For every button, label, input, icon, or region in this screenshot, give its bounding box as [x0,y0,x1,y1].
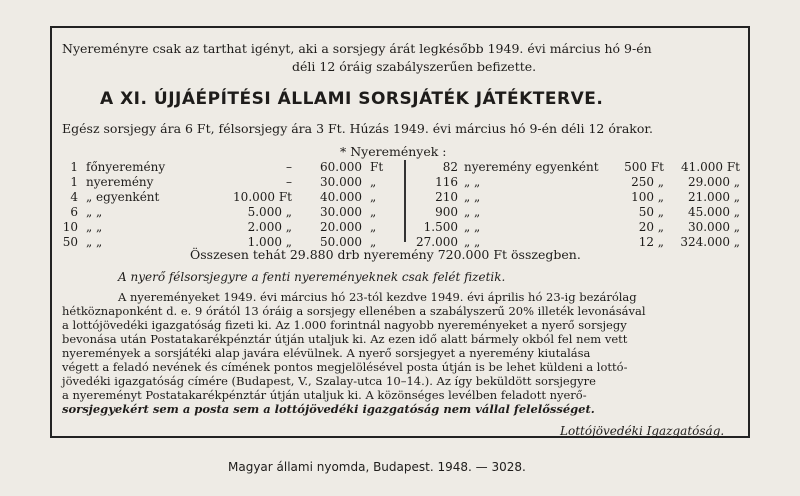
left-prize-unit: „ [370,235,377,249]
right-prize-count: 900 [435,205,458,219]
right-prize-count: 27.000 [416,235,458,249]
left-prize-each: 2.000 „ [247,220,292,234]
left-prize-amount: 60.000 [320,160,362,174]
left-prize-count: 4 [70,190,78,204]
left-prize-each: – [286,175,292,189]
total-line: Összesen tehát 29.880 drb nyeremény 720.000 Ft összegben. [190,247,581,262]
right-prize-amount: 324.000 „ [680,235,740,249]
left-prize-label: főnyeremény [86,160,166,174]
left-prize-unit: „ [370,220,377,234]
right-prize-label: „ „ [464,220,481,234]
terms-line-1: A nyereményeket 1949. évi március hó 23-tól kezdve 1949. évi április hó 23-ig bezárólag [118,290,637,304]
right-prize-count: 82 [442,160,458,174]
left-prize-count: 6 [70,205,78,219]
right-prize-count: 1.500 [423,220,458,234]
signature: Lottójövedéki Igazgatóság. [560,424,725,438]
left-prize-amount: 30.000 [320,175,362,189]
left-prize-unit: „ [370,190,377,204]
terms-line-2: hétköznaponként d. e. 9 órától 13 óráig a sorsjegy ellenében a szabályszerű 20% illeték levonásával [62,304,646,318]
left-prize-label: „ „ [86,205,103,219]
right-prize-label: „ „ [464,175,481,189]
terms-line-3: a lottójövedéki igazgatóság fizeti ki. Az 1.000 forintnál nagyobb nyereményeket a nyerő sorsjegy [62,318,627,332]
left-prize-count: 50 [62,235,78,249]
right-prize-amount: 30.000 „ [687,220,740,234]
intro-line-2: déli 12 óráig szabályszerűen befizette. [292,59,537,74]
left-prize-count: 1 [70,160,78,174]
intro-line-1: Nyereményre csak az tarthat igényt, aki a sorsjegy árát legkésőbb 1949. évi március hó 9-én [62,41,652,56]
terms-line-8: a nyereményt Postatakarékpénztár útján utaljuk ki. A közönséges levélben feladott nyerő- [62,388,587,402]
left-prize-label: „ „ [86,220,103,234]
left-prize-amount: 30.000 [320,205,362,219]
right-prize-each: 500 Ft [624,160,664,174]
left-prize-label: „ egyenként [86,190,160,204]
left-prize-unit: Ft [370,160,384,174]
terms-line-7: jövedéki igazgatóság címére (Budapest, V., Szalay-utca 10–14.). Az így beküldött sorsjegyre [62,374,596,388]
terms-line-5: nyeremények a sorsjátéki alap javára elévülnek. A nyerő sorsjegyet a nyeremény kiutalása [62,346,591,360]
left-prize-each: – [286,160,292,174]
right-prize-count: 116 [435,175,458,189]
left-prize-amount: 40.000 [320,190,362,204]
left-prize-each: 10.000 Ft [233,190,292,204]
terms-line-6: végett a feladó nevének és címének pontos megjelölésével posta útján is be lehet küldeni a lottó- [62,360,628,374]
document-title: A XI. ÚJJÁÉPÍTÉSI ÁLLAMI SORSJÁTÉK JÁTÉKTERVE. [100,89,604,109]
half-ticket-note: A nyerő félsorsjegyre a fenti nyereményeknek csak felét fizetik. [118,270,506,284]
right-prize-each: 50 „ [638,205,664,219]
left-prize-amount: 50.000 [320,235,362,249]
left-prize-unit: „ [370,205,377,219]
right-prize-label: „ „ [464,235,481,249]
left-prize-label: nyeremény [86,175,154,189]
right-prize-label: nyeremény egyenként [464,160,599,174]
left-prize-unit: „ [370,175,377,189]
right-prize-label: „ „ [464,205,481,219]
left-prize-label: „ „ [86,235,103,249]
left-prize-count: 10 [62,220,78,234]
right-prize-each: 250 „ [631,175,664,189]
right-prize-amount: 45.000 „ [687,205,740,219]
prizes-heading: * Nyeremények : [340,144,447,159]
right-prize-count: 210 [435,190,458,204]
right-prize-label: „ „ [464,190,481,204]
right-prize-amount: 21.000 „ [687,190,740,204]
terms-line-4: bevonása után Postatakarékpénztár útján utaljuk ki. Az ezen idő alatt bármely okból fel nem vett [62,332,628,346]
right-prize-each: 100 „ [631,190,664,204]
price-line: Egész sorsjegy ára 6 Ft, félsorsjegy ára 3 Ft. Húzás 1949. évi március hó 9-én déli 12 órakor. [62,121,653,136]
right-prize-each: 20 „ [638,220,664,234]
left-prize-count: 1 [70,175,78,189]
terms-line-9: sorsjegyekért sem a posta sem a lottójövedéki igazgatóság nem vállal felelősséget. [62,402,595,416]
printer-footer: Magyar állami nyomda, Budapest. 1948. — 3028. [228,460,526,474]
left-prize-each: 5.000 „ [247,205,292,219]
right-prize-amount: 41.000 Ft [681,160,740,174]
left-prize-each: 1.000 „ [247,235,292,249]
right-prize-each: 12 „ [638,235,664,249]
right-prize-amount: 29.000 „ [687,175,740,189]
left-prize-amount: 20.000 [320,220,362,234]
